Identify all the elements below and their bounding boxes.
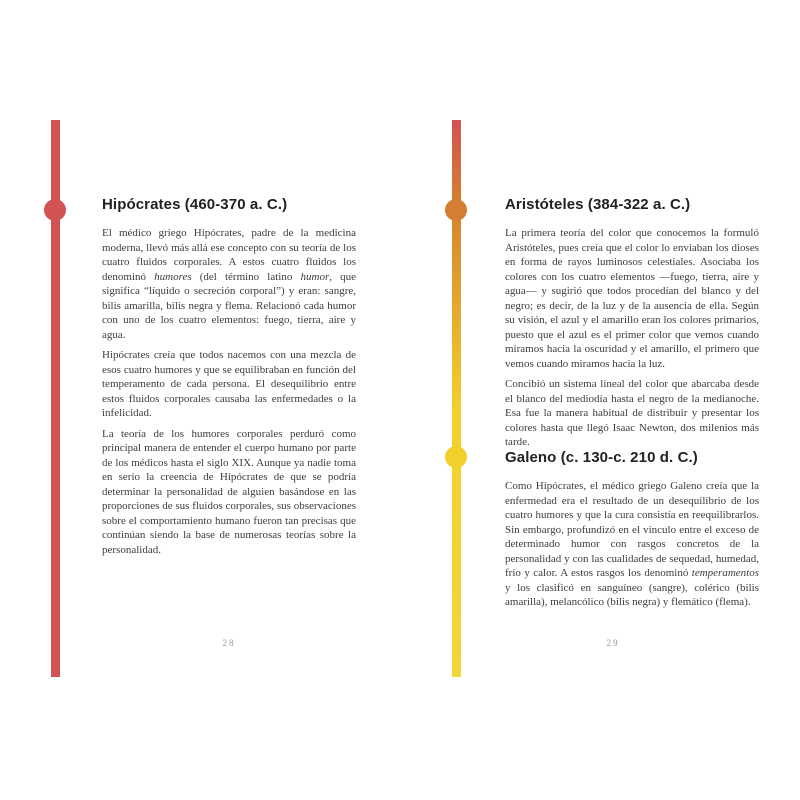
paragraph: Como Hipócrates, el médico griego Galeno creía que la enfermedad era el resultado de un desequilibrio de los cuatro humores y que la cura consistía en reequilibrarlos. Sin embargo, profundizó en el vínculo entre el exceso de determinado humor con rasgos concretos de la personalidad y con las cualidades de sequedad, humedad, frío y calor. A estos rasgos los denominó temperamentos y los clasificó en sanguíneo (sangre), colérico (bilis amarilla), melancólico (bilis negra) y flemático (flema).	[505, 480, 759, 608]
timeline-dot-galeno	[445, 446, 467, 468]
paragraph: Concibió un sistema lineal del color que abarcaba desde el blanco del mediodía hasta el negro de la medianoche. Esa fue la manera habitual de distribuir y presentar los colores hasta que llegó Isaac Newton, dos milenios más tarde.	[505, 378, 759, 448]
section-hipocrates	[102, 196, 356, 557]
section-aristoteles	[505, 196, 759, 450]
timeline-dot-aristoteles	[445, 199, 467, 221]
paragraph: La teoría de los humores corporales perduró como principal manera de entender el cuerpo humano por parte de los médicos hasta el siglo XIX. Aunque ya nadie toma en serio la creencia de Hipócrates de que se podría determinar la personalidad de alguien basándose en las proporciones de sus fluidos corporales, sus observaciones sobre el comportamiento humano fueron tan precisas que continúan siendo la base de numerosas teorías sobre la personalidad.	[102, 427, 356, 556]
section-title-aristoteles: Aristóteles (384-322 a. C.)	[505, 196, 691, 213]
timeline-dot-hipocrates	[44, 199, 66, 221]
page-number-right: 29	[606, 638, 620, 648]
section-title-galeno: Galeno (c. 130-c. 210 d. C.)	[505, 449, 698, 466]
paragraph: La primera teoría del color que conocemos la formuló Aristóteles, pues creía que el color lo enviaban los dioses en forma de rayos luminosos celestiales. Asociaba los colores con los cuatro elementos —fuego, tierra, aire y agua— y sugirió que todos procedían del blanco y del negro; es decir, de la luz y de la ausencia de ella. Según su visión, el azul y el amarillo eran los colores primarios, puesto que el azul es el primer color que vemos cuando miramos hacia la oscuridad y el amarillo, el primero que vemos cuando miramos hacia la luz.	[505, 227, 759, 370]
section-galeno	[505, 449, 759, 610]
page-number-left: 28	[222, 638, 236, 648]
section-title-hipocrates: Hipócrates (460-370 a. C.)	[102, 196, 288, 213]
paragraph: Hipócrates creía que todos nacemos con una mezcla de esos cuatro humores y que se equilibraban en función del temperamento de cada persona. El desequilibrio entre estos fluidos corporales causaba las enfermedades o la infelicidad.	[102, 349, 356, 419]
paragraph: El médico griego Hipócrates, padre de la medicina moderna, llevó más allá ese concepto con su teoría de los cuatro fluidos corporales. A estos cuatro fluidos los denominó humores (del término latino humor, que significa “líquido o secreción corporal”) y eran: sangre, bilis amarilla, bilis negra y flema. Relacionó cada humor con uno de los cuatro elementos: fuego, tierra, aire y agua.	[102, 227, 356, 341]
